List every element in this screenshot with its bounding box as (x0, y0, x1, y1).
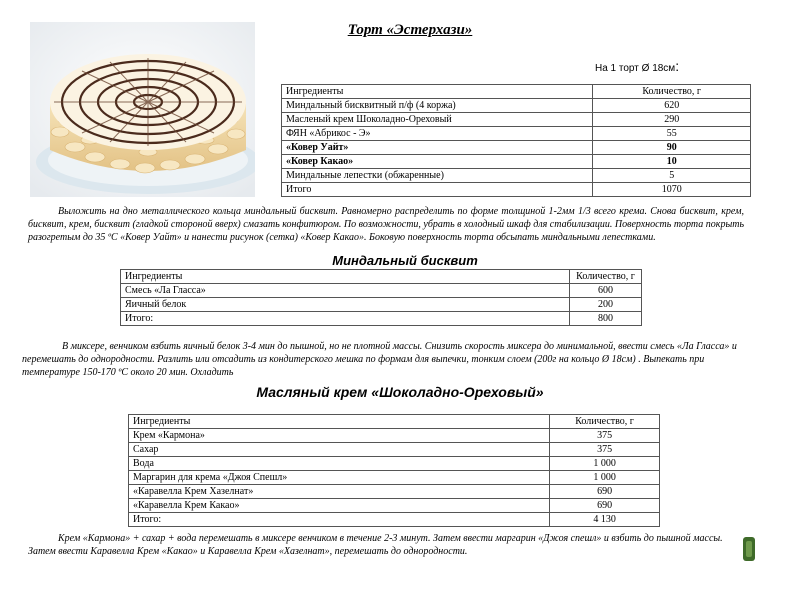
cell-ingredient: ФЯН «Абрикос - Э» (282, 127, 593, 141)
table-row (282, 113, 751, 127)
table-row (129, 457, 660, 471)
cream-instructions: Крем «Кармона» + сахар + вода перемешать в миксере венчиком в течение 2-3 минут. Затем ввести маргарин «Джоя спешл» и взбить до пышной массы. Затем ввести Каравелла Крем «Какао» и Каравелла Крем «Хазелнат», перемешать до однородности. (28, 533, 723, 557)
cell-ingredient: «Ковер Уайт» (282, 141, 593, 155)
table-row (129, 443, 660, 457)
table-row (282, 169, 751, 183)
cell-ingredient: Итого: (121, 312, 570, 326)
table-row (282, 127, 751, 141)
assembly-instructions: Выложить на дно металлического кольца миндальный бисквит. Равномерно распределить по форме толщиной 1-2мм 1/3 всего крема. Снова бисквит, крем, бисквит, крем, бисквит (гладкой стороной вверх) смазать конфитюром. По возможности, убрать в холодный шкаф для стабилизации. Поверхность торта покрыть разогретым до 35 ºС «Ковер Уайт» и нанести рисунок (сетка) «Ковер Какао». Боковую поверхность торта обсыпать миндальными лепестками. (28, 206, 744, 243)
cake-photo (30, 22, 255, 197)
cream-ingredients-table (128, 414, 660, 527)
cell-amount: 1 000 (550, 457, 660, 471)
cell-ingredient: Смесь «Ла Гласса» (121, 284, 570, 298)
cell-ingredient: «Ковер Какао» (282, 155, 593, 169)
table-row (129, 513, 660, 527)
header-ingredient: Ингредиенты (129, 415, 550, 429)
table-row (121, 312, 642, 326)
cell-ingredient: «Каравелла Крем Какао» (129, 499, 550, 513)
table-row (282, 155, 751, 169)
cell-amount: 4 130 (550, 513, 660, 527)
table-header-row (129, 415, 660, 429)
cell-amount: 690 (550, 499, 660, 513)
table-row (121, 298, 642, 312)
recipe-title: Торт «Эстерхази» (347, 22, 473, 38)
table-row (129, 471, 660, 485)
table-row (129, 485, 660, 499)
cell-amount: 375 (550, 429, 660, 443)
cell-amount: 375 (550, 443, 660, 457)
header-amount: Количество, г (570, 270, 642, 284)
cell-ingredient: Миндальные лепестки (обжаренные) (282, 169, 593, 183)
cell-amount: 600 (570, 284, 642, 298)
table-row (282, 99, 751, 113)
cell-amount: 1070 (593, 183, 751, 197)
cell-amount: 800 (570, 312, 642, 326)
header-amount: Количество, г (550, 415, 660, 429)
cell-amount: 620 (593, 99, 751, 113)
cell-ingredient: Масленый крем Шоколадно-Ореховый (282, 113, 593, 127)
cell-amount: 5 (593, 169, 751, 183)
cell-amount: 1 000 (550, 471, 660, 485)
header-ingredient: Ингредиенты (121, 270, 570, 284)
cell-amount: 90 (593, 141, 751, 155)
cell-amount: 55 (593, 127, 751, 141)
cell-amount: 10 (593, 155, 751, 169)
cell-ingredient: Миндальный бисквитный п/ф (4 коржа) (282, 99, 593, 113)
cell-ingredient: Итого (282, 183, 593, 197)
section-title-cream: Масляный крем «Шоколадно-Ореховый» (256, 384, 544, 400)
main-ingredients-table (281, 84, 751, 197)
biscuit-instructions: В миксере, венчиком взбить яичный белок 3-4 мин до пышной, но не плотной массы. Снизить скорость миксера до минимальной, ввести смесь «Ла Гласса» и перемешать до однородности. Разлить или отсадить из кондитерского мешка по формам для выпечки, тонким слоем (200г на кольцо Ø 18см) . Выпекать при температуре 150-170 ºС около 20 мин. Охладить (22, 341, 737, 378)
table-row (121, 284, 642, 298)
table-row (282, 183, 751, 197)
table-header-row (282, 85, 751, 99)
cell-amount: 690 (550, 485, 660, 499)
table-row (129, 429, 660, 443)
cell-ingredient: «Каравелла Крем Хазелнат» (129, 485, 550, 499)
table-header-row (121, 270, 642, 284)
cake-size-colon: : (675, 58, 680, 74)
section-title-biscuit: Миндальный бисквит (332, 253, 478, 268)
cell-ingredient: Сахар (129, 443, 550, 457)
cell-amount: 200 (570, 298, 642, 312)
cell-ingredient: Крем «Кармона» (129, 429, 550, 443)
scroll-icon (738, 535, 760, 563)
cell-amount: 290 (593, 113, 751, 127)
table-row (282, 141, 751, 155)
cell-ingredient: Яичный белок (121, 298, 570, 312)
header-ingredient: Ингредиенты (282, 85, 593, 99)
cell-ingredient: Итого: (129, 513, 550, 527)
cell-ingredient: Маргарин для крема «Джоя Спешл» (129, 471, 550, 485)
cell-ingredient: Вода (129, 457, 550, 471)
header-amount: Количество, г (593, 85, 751, 99)
biscuit-ingredients-table (120, 269, 642, 326)
cake-size-text: На 1 торт Ø 18см (595, 63, 676, 74)
cake-size-note (595, 58, 679, 74)
table-row (129, 499, 660, 513)
